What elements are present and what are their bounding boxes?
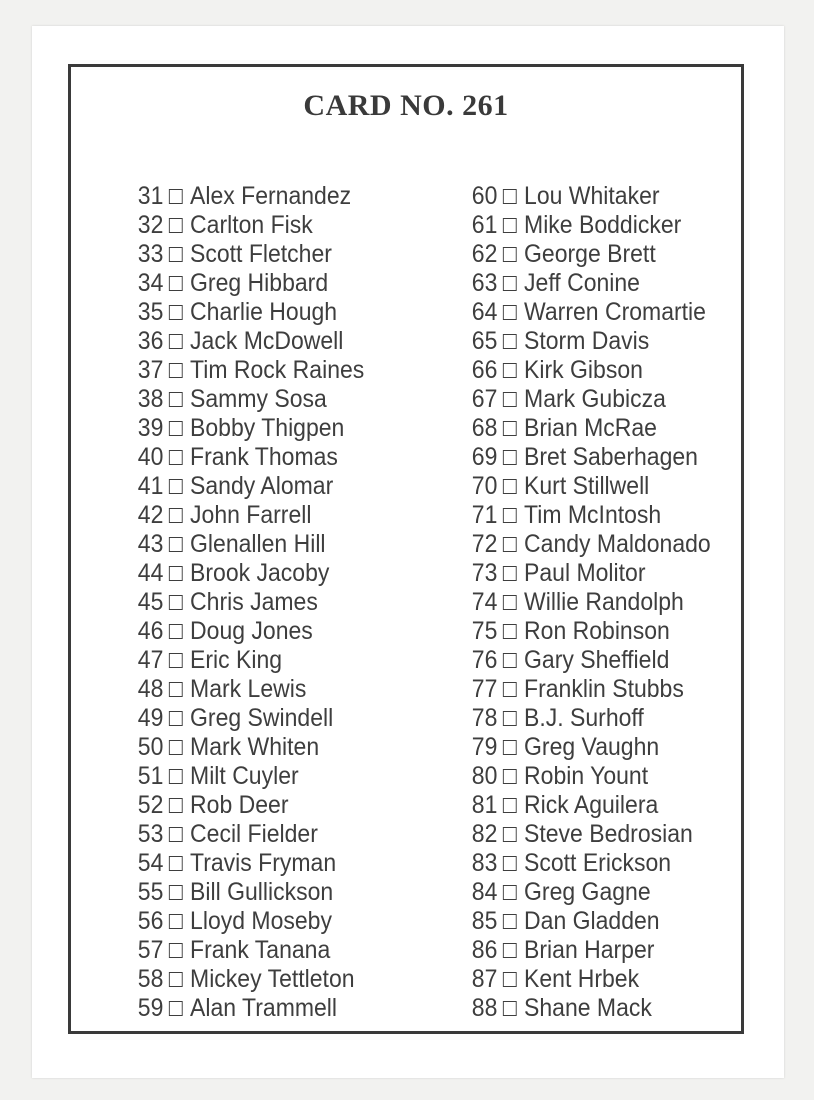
checkbox[interactable]	[503, 798, 517, 813]
card-number: 75	[471, 617, 498, 645]
checklist-row	[133, 501, 364, 530]
checklist-row	[467, 385, 711, 414]
checklist-row	[467, 588, 711, 617]
player-name: Carlton Fisk	[190, 211, 313, 239]
checkbox[interactable]	[169, 305, 183, 320]
checkbox[interactable]	[503, 711, 517, 726]
player-name: Charlie Hough	[190, 298, 338, 326]
card-title: CARD NO. 261	[303, 89, 509, 122]
card-number: 86	[471, 936, 498, 964]
checklist-row	[467, 501, 711, 530]
checklist-row	[467, 182, 711, 211]
card-number: 57	[137, 936, 164, 964]
card-number: 42	[137, 501, 164, 529]
card-number: 77	[471, 675, 498, 703]
checklist-row	[133, 588, 364, 617]
player-name: Bill Gullickson	[190, 878, 334, 906]
checklist-row	[133, 327, 364, 356]
card-number: 35	[137, 298, 164, 326]
card-number: 34	[137, 269, 164, 297]
player-name: Brook Jacoby	[190, 559, 330, 587]
checkbox[interactable]	[503, 363, 517, 378]
checkbox[interactable]	[169, 247, 183, 262]
checkbox[interactable]	[503, 682, 517, 697]
card-number: 80	[471, 762, 498, 790]
checkbox[interactable]	[503, 537, 517, 552]
player-name: Lloyd Moseby	[190, 907, 332, 935]
card-number: 88	[471, 994, 498, 1022]
card-number: 59	[137, 994, 164, 1022]
checklist-row	[467, 733, 711, 762]
card-number: 37	[137, 356, 164, 384]
card-number: 46	[137, 617, 164, 645]
player-name: Chris James	[190, 588, 318, 616]
card-number: 61	[471, 211, 498, 239]
checklist-row	[467, 240, 711, 269]
checkbox[interactable]	[503, 972, 517, 987]
checklist-row	[133, 675, 364, 704]
checklist-row	[133, 298, 364, 327]
player-name: B.J. Surhoff	[524, 704, 644, 732]
checkbox[interactable]	[503, 247, 517, 262]
checklist-row	[467, 327, 711, 356]
checkbox[interactable]	[169, 566, 183, 581]
checklist-row	[467, 559, 711, 588]
player-name: Brian McRae	[524, 414, 657, 442]
checkbox[interactable]	[503, 276, 517, 291]
player-name: Frank Thomas	[190, 443, 338, 471]
player-name: John Farrell	[190, 501, 312, 529]
player-name: Shane Mack	[524, 994, 652, 1022]
checkbox[interactable]	[169, 1001, 183, 1016]
card-number: 78	[471, 704, 498, 732]
card-number: 62	[471, 240, 498, 268]
card-number: 48	[137, 675, 164, 703]
player-name: Bret Saberhagen	[524, 443, 698, 471]
checkbox[interactable]	[503, 392, 517, 407]
checkbox[interactable]	[169, 189, 183, 204]
checkbox[interactable]	[169, 363, 183, 378]
checkbox[interactable]	[503, 566, 517, 581]
checklist-row	[133, 849, 364, 878]
player-name: Alan Trammell	[190, 994, 338, 1022]
checkbox[interactable]	[503, 218, 517, 233]
card-number: 84	[471, 878, 498, 906]
checklist-row	[467, 472, 711, 501]
checklist-row	[133, 762, 364, 791]
card-number: 43	[137, 530, 164, 558]
card-number: 65	[471, 327, 498, 355]
checklist-row	[467, 936, 711, 965]
player-name: Greg Vaughn	[524, 733, 660, 761]
checklist-row	[467, 211, 711, 240]
player-name: Sandy Alomar	[190, 472, 334, 500]
player-name: Steve Bedrosian	[524, 820, 693, 848]
checklist-row	[133, 530, 364, 559]
card-number: 73	[471, 559, 498, 587]
checkbox[interactable]	[169, 479, 183, 494]
player-name: Robin Yount	[524, 762, 649, 790]
card-number: 60	[471, 182, 498, 210]
checklist-row	[467, 791, 711, 820]
card-number: 82	[471, 820, 498, 848]
checkbox[interactable]	[169, 537, 183, 552]
player-name: Warren Cromartie	[524, 298, 706, 326]
player-name: Alex Fernandez	[190, 182, 352, 210]
card-number: 36	[137, 327, 164, 355]
checklist-row	[133, 356, 364, 385]
checkbox[interactable]	[169, 421, 183, 436]
card-number: 85	[471, 907, 498, 935]
checklist-row	[467, 617, 711, 646]
checklist-row	[133, 385, 364, 414]
checkbox[interactable]	[503, 421, 517, 436]
card-number: 68	[471, 414, 498, 442]
checklist-row	[133, 182, 364, 211]
card-number: 44	[137, 559, 164, 587]
card-number: 52	[137, 791, 164, 819]
player-name: Tim Rock Raines	[190, 356, 365, 384]
checklist-row	[133, 646, 364, 675]
checkbox[interactable]	[169, 914, 183, 929]
player-name: Rob Deer	[190, 791, 289, 819]
checkbox[interactable]	[503, 653, 517, 668]
player-name: Ron Robinson	[524, 617, 670, 645]
player-name: Mike Boddicker	[524, 211, 682, 239]
card-number: 71	[471, 501, 498, 529]
checkbox[interactable]	[503, 595, 517, 610]
checklist-row	[133, 414, 364, 443]
card-number: 54	[137, 849, 164, 877]
checklist-row	[133, 878, 364, 907]
player-name: Scott Erickson	[524, 849, 672, 877]
player-name: Greg Gagne	[524, 878, 651, 906]
checkbox[interactable]	[503, 740, 517, 755]
checkbox[interactable]	[503, 769, 517, 784]
checkbox[interactable]	[503, 334, 517, 349]
player-name: Gary Sheffield	[524, 646, 670, 674]
card-number: 69	[471, 443, 498, 471]
player-name: Lou Whitaker	[524, 182, 660, 210]
player-name: Rick Aguilera	[524, 791, 659, 819]
card-number: 76	[471, 646, 498, 674]
checkbox[interactable]	[169, 624, 183, 639]
card-number: 39	[137, 414, 164, 442]
checkbox[interactable]	[169, 334, 183, 349]
checklist-row	[133, 472, 364, 501]
card-number: 72	[471, 530, 498, 558]
player-name: Travis Fryman	[190, 849, 337, 877]
player-name: Frank Tanana	[190, 936, 331, 964]
card-number: 45	[137, 588, 164, 616]
card-number: 55	[137, 878, 164, 906]
player-name: Cecil Fielder	[190, 820, 318, 848]
checkbox[interactable]	[169, 798, 183, 813]
checkbox[interactable]	[169, 943, 183, 958]
checklist-row	[133, 733, 364, 762]
checkbox[interactable]	[503, 1001, 517, 1016]
checkbox[interactable]	[503, 885, 517, 900]
player-name: Jeff Conine	[524, 269, 640, 297]
player-name: Mark Lewis	[190, 675, 307, 703]
player-name: Mickey Tettleton	[190, 965, 355, 993]
checkbox[interactable]	[169, 392, 183, 407]
checklist-row	[467, 849, 711, 878]
checklist-row	[467, 414, 711, 443]
card-number: 41	[137, 472, 164, 500]
card-number: 87	[471, 965, 498, 993]
checklist-row	[133, 965, 364, 994]
card-number: 67	[471, 385, 498, 413]
checklist-row	[133, 443, 364, 472]
player-name: Willie Randolph	[524, 588, 684, 616]
checklist-row	[133, 936, 364, 965]
card-number: 38	[137, 385, 164, 413]
checkbox[interactable]	[169, 276, 183, 291]
player-name: Mark Whiten	[190, 733, 320, 761]
checklist-row	[467, 443, 711, 472]
checkbox[interactable]	[503, 189, 517, 204]
card-number: 53	[137, 820, 164, 848]
checkbox[interactable]	[169, 885, 183, 900]
checklist-row	[133, 211, 364, 240]
player-name: Sammy Sosa	[190, 385, 327, 413]
card-number: 66	[471, 356, 498, 384]
checklist-left-column	[133, 182, 384, 1023]
card-number: 47	[137, 646, 164, 674]
card-number: 63	[471, 269, 498, 297]
checklist-row	[467, 820, 711, 849]
card-number: 56	[137, 907, 164, 935]
card-border-frame	[68, 64, 744, 1034]
player-name: Storm Davis	[524, 327, 650, 355]
player-name: Franklin Stubbs	[524, 675, 684, 703]
checklist-card	[32, 26, 784, 1078]
player-name: Mark Gubicza	[524, 385, 666, 413]
player-name: Doug Jones	[190, 617, 313, 645]
card-number: 74	[471, 588, 498, 616]
checkbox[interactable]	[169, 769, 183, 784]
player-name: Candy Maldonado	[524, 530, 711, 558]
checklist-row	[133, 240, 364, 269]
player-name: Milt Cuyler	[190, 762, 299, 790]
player-name: Bobby Thigpen	[190, 414, 345, 442]
card-number: 58	[137, 965, 164, 993]
card-number: 50	[137, 733, 164, 761]
player-name: Brian Harper	[524, 936, 655, 964]
player-name: Dan Gladden	[524, 907, 660, 935]
checkbox[interactable]	[169, 856, 183, 871]
checklist-row	[467, 965, 711, 994]
card-number: 49	[137, 704, 164, 732]
player-name: Scott Fletcher	[190, 240, 332, 268]
card-number: 33	[137, 240, 164, 268]
checkbox[interactable]	[503, 305, 517, 320]
checklist-row	[467, 762, 711, 791]
player-name: Tim McIntosh	[524, 501, 662, 529]
checkbox[interactable]	[169, 508, 183, 523]
checkbox[interactable]	[503, 479, 517, 494]
player-name: Glenallen Hill	[190, 530, 326, 558]
checklist-row	[467, 878, 711, 907]
checklist-row	[467, 356, 711, 385]
checklist-row	[133, 269, 364, 298]
player-name: Greg Swindell	[190, 704, 334, 732]
checklist-row	[133, 617, 364, 646]
checkbox[interactable]	[503, 856, 517, 871]
player-name: Kurt Stillwell	[524, 472, 650, 500]
checkbox[interactable]	[503, 508, 517, 523]
player-name: Greg Hibbard	[190, 269, 329, 297]
checklist-row	[133, 559, 364, 588]
checklist-row	[133, 704, 364, 733]
card-number: 40	[137, 443, 164, 471]
card-number: 83	[471, 849, 498, 877]
checklist-row	[133, 907, 364, 936]
checkbox[interactable]	[169, 682, 183, 697]
card-number: 51	[137, 762, 164, 790]
checkbox[interactable]	[503, 943, 517, 958]
checkbox[interactable]	[169, 218, 183, 233]
card-number: 79	[471, 733, 498, 761]
checkbox[interactable]	[503, 914, 517, 929]
checkbox[interactable]	[169, 827, 183, 842]
checkbox[interactable]	[169, 740, 183, 755]
checkbox[interactable]	[169, 972, 183, 987]
checklist-row	[467, 530, 711, 559]
checklist-row	[467, 704, 711, 733]
checkbox[interactable]	[169, 595, 183, 610]
checklist-row	[467, 994, 711, 1023]
checkbox[interactable]	[503, 827, 517, 842]
card-number: 32	[137, 211, 164, 239]
checkbox[interactable]	[503, 450, 517, 465]
card-number: 31	[137, 182, 164, 210]
checklist-row	[467, 675, 711, 704]
checklist-row	[133, 820, 364, 849]
card-number: 64	[471, 298, 498, 326]
card-number: 70	[471, 472, 498, 500]
checkbox[interactable]	[169, 711, 183, 726]
checkbox[interactable]	[169, 450, 183, 465]
checkbox[interactable]	[169, 653, 183, 668]
checklist-row	[467, 646, 711, 675]
checklist-row	[467, 907, 711, 936]
checklist-right-column	[467, 182, 732, 1023]
checklist-row	[467, 269, 711, 298]
player-name: George Brett	[524, 240, 656, 268]
player-name: Jack McDowell	[190, 327, 344, 355]
checklist-row	[133, 994, 364, 1023]
player-name: Eric King	[190, 646, 283, 674]
checkbox[interactable]	[503, 624, 517, 639]
player-name: Kent Hrbek	[524, 965, 640, 993]
player-name: Paul Molitor	[524, 559, 646, 587]
player-name: Kirk Gibson	[524, 356, 643, 384]
checklist-row	[133, 791, 364, 820]
checklist-row	[467, 298, 711, 327]
card-number: 81	[471, 791, 498, 819]
